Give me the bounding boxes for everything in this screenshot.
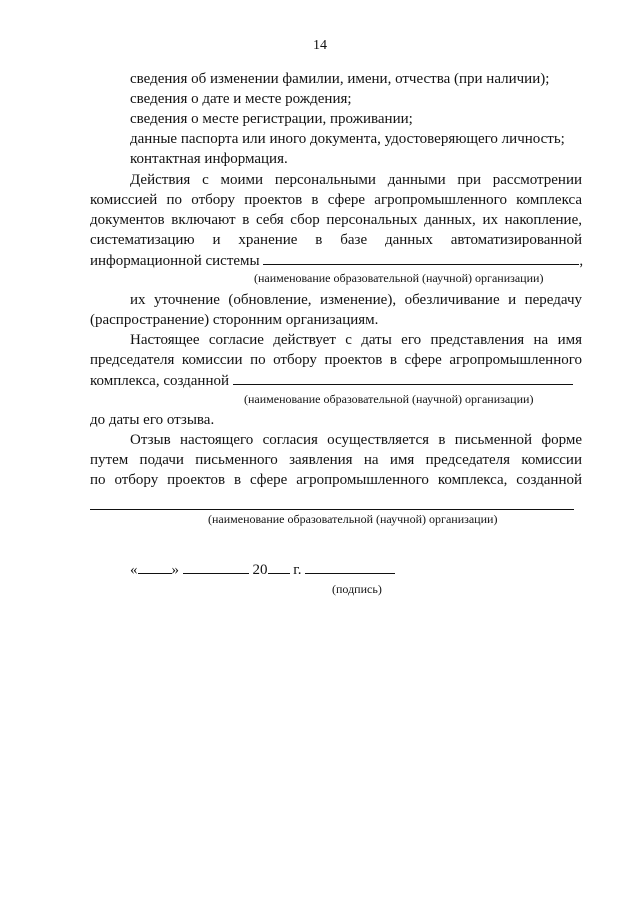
year-suffix: г.: [293, 562, 302, 578]
date-open-quote: «: [130, 562, 138, 578]
list-item-name-change: сведения об изменении фамилии, имени, отчества (при наличии);: [130, 71, 550, 87]
para3-line-3: [90, 371, 573, 390]
year-prefix: 20: [252, 562, 268, 578]
para4-line-2: путем подачи письменного заявления на имя председателя комиссии: [90, 452, 582, 468]
para4-line-1: Отзыв настоящего согласия осуществляется в письменной форме: [130, 432, 582, 448]
list-item-residence: сведения о месте регистрации, проживании;: [130, 111, 413, 127]
month-blank[interactable]: [183, 560, 249, 574]
para1-line-3: документов включают в себя сбор персональных данных, их накопление,: [90, 212, 582, 228]
para3-tail: до даты его отзыва.: [90, 412, 215, 428]
para1-lead: информационной системы: [90, 253, 260, 269]
list-item-passport: данные паспорта или иного документа, удостоверяющего личность;: [130, 131, 565, 147]
para1-trail: ,: [579, 253, 584, 269]
para1-line-1: Действия с моими персональными данными при рассмотрении: [130, 172, 582, 188]
org-caption-1: (наименование образовательной (научной) организации): [254, 271, 544, 285]
day-blank[interactable]: [138, 560, 172, 574]
list-item-birth: сведения о дате и месте рождения;: [130, 91, 352, 107]
para2-line-2: (распространение) сторонним организациям.: [90, 312, 379, 328]
para4-line-3: по отбору проектов в сфере агропромышленного комплекса, созданной: [90, 472, 582, 488]
org-caption-3: (наименование образовательной (научной) организации): [208, 512, 498, 526]
para2-line-1: их уточнение (обновление, изменение), обезличивание и передачу: [130, 292, 582, 308]
org-name-blank-3[interactable]: [90, 509, 574, 510]
signature-blank[interactable]: [305, 560, 395, 574]
para3-lead: комплекса, созданной: [90, 373, 229, 389]
org-name-blank-1[interactable]: [263, 251, 579, 265]
para1-line-4: систематизацию и хранение в базе данных автоматизированной: [90, 232, 582, 248]
para3-line-1: Настоящее согласие действует с даты его представления на имя: [130, 332, 582, 348]
page-number: 14: [313, 38, 327, 53]
year-blank[interactable]: [268, 560, 290, 574]
org-caption-2: (наименование образовательной (научной) организации): [244, 392, 534, 406]
para1-line-2: комиссией по отбору проектов в сфере агропромышленного комплекса: [90, 192, 582, 208]
para1-line-5: [90, 251, 583, 270]
date-close-quote: »: [171, 562, 179, 578]
org-name-blank-2[interactable]: [233, 371, 573, 385]
signature-line: [130, 560, 395, 579]
list-item-contact: контактная информация.: [130, 151, 288, 167]
para3-line-2: председателя комиссии по отбору проектов в сфере агропромышленного: [90, 352, 582, 368]
signature-caption: (подпись): [332, 582, 382, 596]
